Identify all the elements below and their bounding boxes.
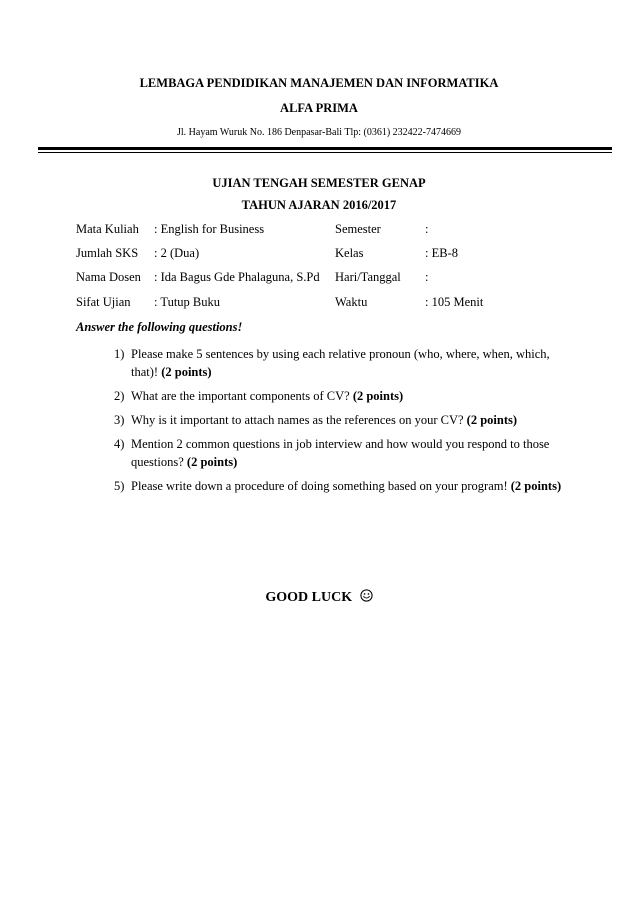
info-value: : EB-8	[425, 246, 458, 261]
question-number: 4)	[114, 437, 125, 451]
question-number: 2)	[114, 389, 125, 403]
info-label: Semester	[335, 222, 381, 236]
info-label: Sifat Ujian	[76, 294, 131, 309]
info-label: Kelas	[335, 246, 364, 261]
info-value: : Tutup Buku	[154, 294, 221, 309]
question-text: Please write down a procedure of doing something based on your program!	[131, 479, 511, 493]
question-list	[114, 345, 564, 501]
question-item	[114, 435, 564, 471]
exam-year: TAHUN AJARAN 2016/2017	[241, 198, 397, 212]
info-value: :	[425, 222, 429, 236]
info-value: : Ida Bagus Gde Phalaguna, S.Pd	[154, 270, 320, 285]
closing-message	[0, 589, 638, 606]
question-points: (2 points)	[161, 365, 212, 379]
institution-title: LEMBAGA PENDIDIKAN MANAJEMEN DAN INFORMATIKA	[139, 76, 499, 90]
info-value: : 105 Menit	[425, 294, 484, 309]
info-label: Mata Kuliah	[76, 222, 139, 236]
question-text: What are the important components of CV?	[131, 389, 353, 403]
info-label: Nama Dosen	[76, 270, 141, 285]
header-divider-thick	[38, 147, 612, 150]
header-divider-thin	[38, 152, 612, 153]
info-value: : English for Business	[154, 222, 265, 236]
info-label: Waktu	[335, 294, 368, 309]
info-label: Hari/Tanggal	[335, 270, 401, 285]
smiley-face-icon	[360, 589, 373, 602]
question-item	[114, 345, 564, 381]
info-label: Jumlah SKS	[76, 246, 139, 261]
institution-name: ALFA PRIMA	[280, 101, 358, 115]
question-text: Why is it important to attach names as the references on your CV?	[131, 413, 467, 427]
question-item	[114, 387, 564, 405]
info-value: :	[425, 270, 429, 285]
question-points: (2 points)	[352, 389, 404, 403]
question-points: (2 points)	[186, 455, 238, 469]
question-number: 5)	[114, 479, 125, 493]
question-item	[114, 477, 564, 495]
info-value: : 2 (Dua)	[154, 246, 200, 261]
institution-address: Jl. Hayam Wuruk No. 186 Denpasar-Bali Tlp: (0361) 232422-7474669	[177, 127, 461, 138]
question-number: 1)	[114, 347, 125, 361]
question-number: 3)	[114, 413, 125, 427]
exam-title: UJIAN TENGAH SEMESTER GENAP	[212, 176, 426, 190]
question-text: Please make 5 sentences by using each relative pronoun (who, where, when, which, that)!	[131, 347, 550, 379]
question-points: (2 points)	[466, 413, 518, 427]
question-points: (2 points)	[510, 479, 562, 493]
question-text: Mention 2 common questions in job interview and how would you respond to those questions?	[131, 437, 550, 469]
instruction-text: Answer the following questions!	[76, 320, 243, 334]
question-item	[114, 411, 564, 429]
closing-text: GOOD LUCK	[265, 590, 353, 605]
